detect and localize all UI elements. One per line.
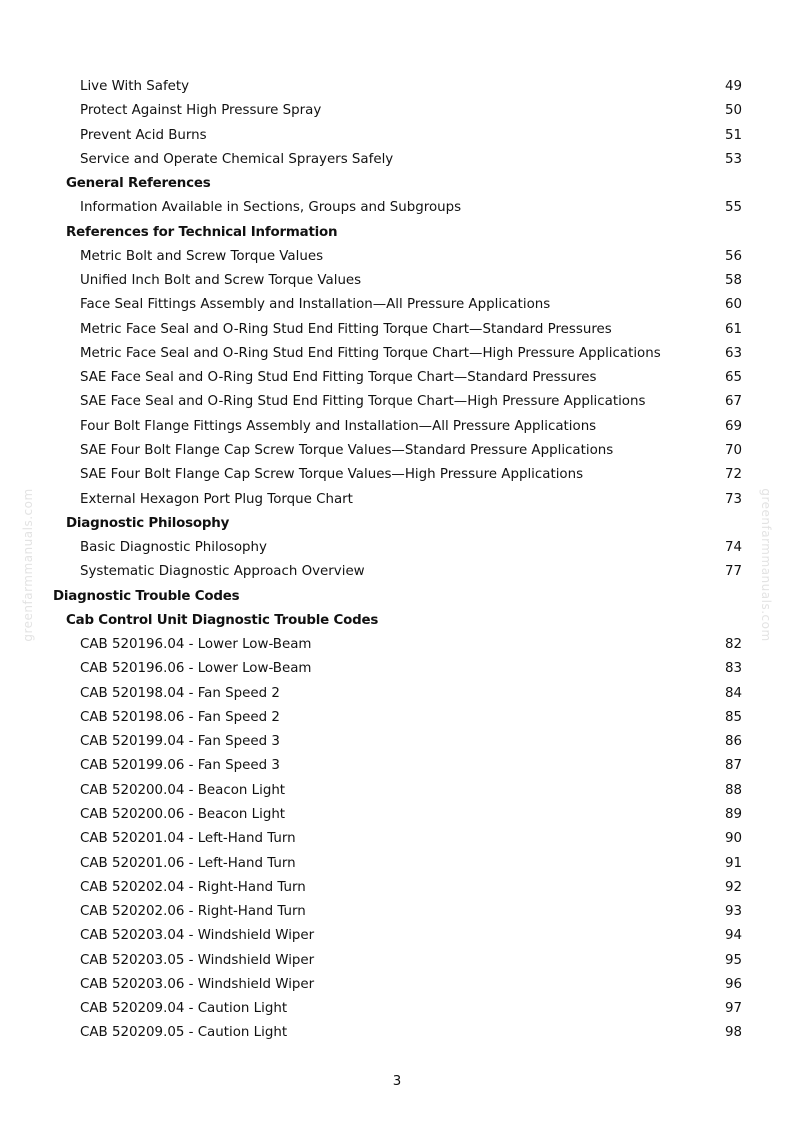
toc-entry-title: SAE Four Bolt Flange Cap Screw Torque Values—Standard Pressure Applications	[80, 442, 614, 458]
toc-entry[interactable]	[0, 390, 794, 414]
toc-entry-title: Live With Safety	[80, 79, 190, 94]
toc-entry-page: 50	[724, 103, 742, 119]
toc-entry[interactable]	[0, 293, 794, 317]
toc-entry[interactable]	[0, 318, 794, 342]
toc-entry-page: 93	[724, 904, 742, 920]
toc-entry-title: CAB 520201.04 - Left-Hand Turn	[80, 831, 296, 847]
toc-entry-title: CAB 520203.04 - Windshield Wiper	[80, 928, 315, 944]
toc-entry[interactable]	[0, 997, 794, 1021]
toc-entry[interactable]	[0, 536, 794, 560]
toc-entry[interactable]	[0, 706, 794, 730]
toc-entry[interactable]	[0, 124, 794, 148]
toc-entry-title: CAB 520201.06 - Left-Hand Turn	[80, 855, 296, 871]
toc-section-heading[interactable]	[0, 585, 794, 609]
toc-entry[interactable]	[0, 269, 794, 293]
toc-entry-title: Prevent Acid Burns	[80, 127, 207, 143]
toc-entry[interactable]	[0, 196, 794, 220]
toc-entry[interactable]	[0, 148, 794, 172]
toc-entry-page: 88	[724, 782, 742, 798]
toc-entry-page: 72	[724, 467, 742, 483]
toc-entry-title: CAB 520202.06 - Right-Hand Turn	[80, 904, 306, 920]
toc-entry[interactable]	[0, 900, 794, 924]
toc-entry-title: References for Technical Information	[66, 224, 338, 240]
toc-entry[interactable]	[0, 682, 794, 706]
toc-entry-title: CAB 520209.04 - Caution Light	[80, 1001, 288, 1017]
toc-entry-page: 77	[724, 564, 742, 580]
toc-entry-page: 95	[724, 952, 742, 968]
toc-entry[interactable]	[0, 75, 794, 99]
toc-entry-title: CAB 520209.05 - Caution Light	[80, 1025, 288, 1041]
toc-entry-title: CAB 520199.04 - Fan Speed 3	[80, 734, 280, 750]
toc-entry[interactable]	[0, 366, 794, 390]
toc-entry[interactable]	[0, 439, 794, 463]
toc-entry-page: 85	[724, 709, 742, 725]
toc-entry[interactable]	[0, 803, 794, 827]
toc-entry-title: Cab Control Unit Diagnostic Trouble Codes	[66, 612, 379, 628]
toc-entry-page: 63	[724, 345, 742, 361]
toc-entry-title: External Hexagon Port Plug Torque Chart	[80, 491, 353, 507]
watermark-left: greenfarmmanuals.com	[21, 488, 35, 642]
toc-entry-title: CAB 520199.06 - Fan Speed 3	[80, 758, 280, 774]
toc-entry-title: CAB 520198.04 - Fan Speed 2	[80, 685, 280, 701]
toc-entry-title: Four Bolt Flange Fittings Assembly and Installation—All Pressure Applications	[80, 418, 597, 434]
toc-entry[interactable]	[0, 245, 794, 269]
toc-entry-title: CAB 520196.04 - Lower Low-Beam	[80, 637, 312, 653]
toc-entry-title: Protect Against High Pressure Spray	[80, 103, 322, 119]
toc-entry[interactable]	[0, 754, 794, 778]
toc-entry[interactable]	[0, 973, 794, 997]
toc-section-heading[interactable]	[0, 221, 794, 245]
toc-entry-page: 65	[724, 370, 742, 386]
toc-entry[interactable]	[0, 779, 794, 803]
watermark-right: greenfarmmanuals.com	[759, 488, 773, 642]
toc-entry-page: 98	[724, 1025, 742, 1041]
toc-entry[interactable]	[0, 488, 794, 512]
toc-entry-title: SAE Face Seal and O-Ring Stud End Fitting Torque Chart—Standard Pressures	[80, 370, 597, 386]
toc-entry-page: 83	[724, 661, 742, 677]
toc-entry-page: 56	[724, 248, 742, 264]
toc-entry-page: 90	[724, 831, 742, 847]
toc-entry[interactable]	[0, 1021, 794, 1045]
toc-entry-page: 92	[724, 879, 742, 895]
toc-entry-title: CAB 520196.06 - Lower Low-Beam	[80, 661, 312, 677]
toc-section-heading[interactable]	[0, 172, 794, 196]
toc-entry[interactable]	[0, 657, 794, 681]
toc-entry-page: 70	[724, 442, 742, 458]
toc-entry[interactable]	[0, 730, 794, 754]
toc-entry[interactable]	[0, 415, 794, 439]
toc-entry-title: Information Available in Sections, Groups and Subgroups	[80, 200, 462, 216]
toc-entry-page: 53	[724, 151, 742, 167]
toc-entry-page: 82	[724, 637, 742, 653]
toc-entry-title: Diagnostic Philosophy	[66, 515, 230, 531]
toc-entry-page: 94	[724, 928, 742, 944]
toc-section-heading[interactable]	[0, 609, 794, 633]
toc-entry-title: SAE Face Seal and O-Ring Stud End Fitting Torque Chart—High Pressure Applications	[80, 394, 646, 410]
toc-entry-page: 74	[724, 540, 742, 556]
toc-entry-title: CAB 520203.05 - Windshield Wiper	[80, 952, 315, 968]
toc-entry[interactable]	[0, 876, 794, 900]
toc-entry-page: 91	[724, 855, 742, 871]
toc-entry-title: CAB 520203.06 - Windshield Wiper	[80, 976, 315, 992]
toc-entry[interactable]	[0, 949, 794, 973]
toc-entry-page: 51	[724, 127, 742, 143]
toc-entry-title: SAE Four Bolt Flange Cap Screw Torque Values—High Pressure Applications	[80, 467, 584, 483]
toc-entry-title: Face Seal Fittings Assembly and Installation—All Pressure Applications	[80, 297, 551, 313]
toc-entry-title: Basic Diagnostic Philosophy	[80, 540, 267, 556]
toc-entry[interactable]	[0, 99, 794, 123]
toc-entry-page: 61	[724, 321, 742, 337]
toc-entry-title: CAB 520198.06 - Fan Speed 2	[80, 709, 280, 725]
toc-entry-title: Service and Operate Chemical Sprayers Safely	[80, 151, 394, 167]
toc-entry-title: Metric Face Seal and O-Ring Stud End Fitting Torque Chart—Standard Pressures	[80, 321, 612, 337]
toc-entry[interactable]	[0, 633, 794, 657]
toc-entry-page: 55	[724, 200, 742, 216]
toc-entry-page: 96	[724, 976, 742, 992]
toc-entry-page: 86	[724, 734, 742, 750]
toc-entry-title: CAB 520202.04 - Right-Hand Turn	[80, 879, 306, 895]
toc-entry-page: 69	[724, 418, 742, 434]
toc-entry-title: Unified Inch Bolt and Screw Torque Values	[80, 273, 362, 289]
table-of-contents	[0, 75, 794, 1046]
toc-entry-title: Diagnostic Trouble Codes	[53, 588, 240, 604]
toc-entry-title: CAB 520200.04 - Beacon Light	[80, 782, 286, 798]
toc-entry[interactable]	[0, 827, 794, 851]
toc-entry[interactable]	[0, 342, 794, 366]
toc-section-heading[interactable]	[0, 512, 794, 536]
toc-entry-title: Metric Face Seal and O-Ring Stud End Fitting Torque Chart—High Pressure Applications	[80, 345, 661, 361]
toc-entry[interactable]	[0, 463, 794, 487]
toc-entry[interactable]	[0, 560, 794, 584]
toc-entry-page: 73	[724, 491, 742, 507]
toc-entry-page: 67	[724, 394, 742, 410]
toc-entry-title: General References	[66, 176, 211, 192]
toc-entry[interactable]	[0, 924, 794, 948]
toc-entry-page: 89	[724, 806, 742, 822]
toc-entry-page: 49	[724, 79, 742, 94]
toc-entry-page: 60	[724, 297, 742, 313]
toc-entry-title: CAB 520200.06 - Beacon Light	[80, 806, 286, 822]
toc-entry-title: Systematic Diagnostic Approach Overview	[80, 564, 365, 580]
toc-entry-page: 84	[724, 685, 742, 701]
toc-entry-page: 58	[724, 273, 742, 289]
toc-entry-title: Metric Bolt and Screw Torque Values	[80, 248, 324, 264]
toc-entry-page: 97	[724, 1001, 742, 1017]
page-number: 3	[392, 1074, 402, 1089]
toc-entry[interactable]	[0, 852, 794, 876]
toc-entry-page: 87	[724, 758, 742, 774]
